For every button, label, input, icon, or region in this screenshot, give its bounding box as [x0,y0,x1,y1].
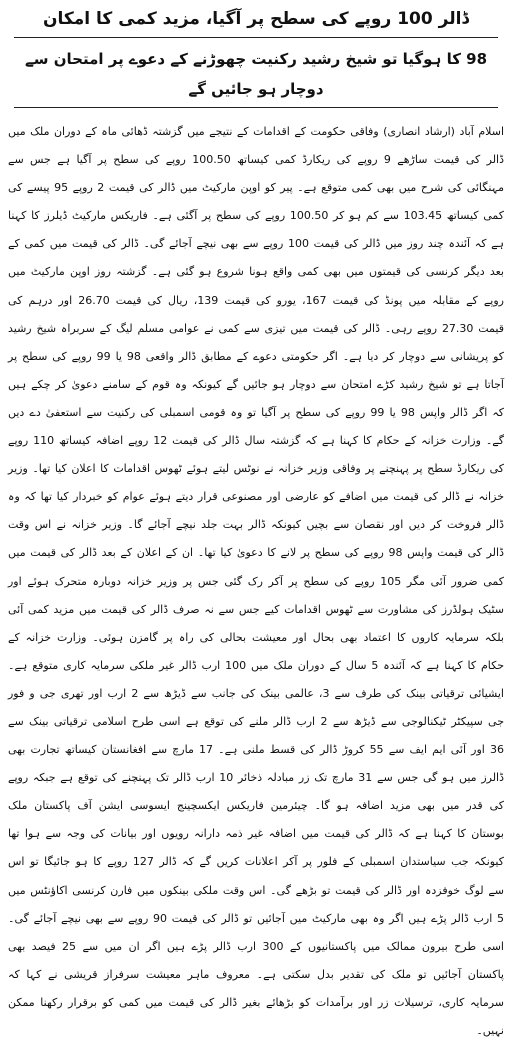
article-body: اسلام آباد (ارشاد انصاری) وفاقی حکومت کے اقدامات کے نتیجے میں گزشتہ ڈھائی ماہ کے دوران ملک میں ڈالر کی قیمت ساڑھے 9 روپے کی ریکارڈ کمی کیساتھ 100.50 روپے کی سطح پر آگیا ہے جس سے مہنگائی کی شرح میں بھی کمی متوقع ہے۔ پیر کو اوپن مارکیٹ میں ڈالر کی قیمت 2 روپے 95 پیسے کی کمی کیساتھ 103.45 سے کم ہو کر 100.50 روپے کی سطح پر آگئی ہے۔ فاریکس مارکیٹ ڈیلرز کا کہنا ہے کہ آئندہ چند روز میں ڈالر کی قیمت 100 روپے سے بھی نیچے آجائے گی۔ ڈالر کی قیمت میں کمی کے بعد دیگر کرنسی کی قیمتوں میں بھی کمی واقع ہونا شروع ہو گئی ہے۔ گزشتہ روز اوپن مارکیٹ میں روپے کے مقابلہ میں پونڈ کی قیمت 167، یورو کی قیمت 139، ریال کی قیمت 26.70 اور درہم کی قیمت 27.30 روپے رہی۔ ڈالر کی قیمت میں تیزی سے کمی نے عوامی مسلم لیگ کے سربراہ شیخ رشید کو پریشانی سے دوچار کر دیا ہے۔ اگر حکومتی دعوے کے مطابق ڈالر واقعی 98 یا 99 روپے کی سطح پر آجاتا ہے تو شیخ رشید کڑے امتحان سے دوچار ہو جائیں گے کیونکہ وہ قوم کے سامنے دعویٰ کر چکے ہیں کہ اگر ڈالر واپس 98 یا 99 روپے کی سطح پر آگیا تو وہ قومی اسمبلی کی رکنیت سے استعفیٰ دے دیں گے۔ وزارت خزانہ کے حکام کا کہنا ہے کہ گزشتہ سال ڈالر کی قیمت 12 روپے اضافہ کیساتھ 110 روپے کی ریکارڈ سطح پر پہنچنے پر وفاقی وزیر خزانہ نے نوٹس لیتے ہوئے ٹھوس اقدامات کا اعلان کیا تھا۔ وزیر خزانہ نے ڈالر کی قیمت میں اضافے کو عارضی اور مصنوعی قرار دیتے ہوئے عوام کو خبردار کیا تھا کہ وہ ڈالر فروخت کر دیں اور نقصان سے بچیں کیونکہ ڈالر بہت جلد نیچے آجائے گا۔ وزیر خزانہ نے اس وقت ڈالر کی قیمت واپس 98 روپے کی سطح پر لانے کا دعویٰ کیا تھا۔ ان کے اعلان کے بعد ڈالر کی قیمت میں کمی ضرور آئی مگر 105 روپے کی سطح پر آکر رک گئی جس پر وزیر خزانہ دوبارہ متحرک ہوئے اور سٹیک ہولڈرز کی مشاورت سے ٹھوس اقدامات کیے جس سے نہ صرف ڈالر کی قیمت میں مزید کمی آئی بلکہ سرمایہ کاروں کا اعتماد بھی بحال اور معیشت بحالی کی راہ پر گامزن ہوئی۔ وزارت خزانہ کے حکام کا کہنا ہے کہ آئندہ 5 سال کے دوران ملک میں 100 ارب ڈالر غیر ملکی سرمایہ کاری متوقع ہے۔ ایشیائی ترقیاتی بینک کی طرف سے 3، عالمی بینک کی جانب سے ڈیڑھ سے 2 ارب اور تھری جی و فور جی سپیکٹر ٹیکنالوجی سے ڈیڑھ سے 2 ارب ڈالر ملنے کی توقع ہے اسی طرح اسلامی ترقیاتی بینک سے 36 اور آئی ایم ایف سے 55 کروڑ ڈالر کی قسط ملنی ہے۔ 17 مارچ سے افغانستان کیساتھ تجارت بھی ڈالرز میں ہو گی جس سے 31 مارچ تک زر مبادلہ ذخائر 10 ارب ڈالر تک پہنچنے کی توقع ہے جبکہ روپے کی قدر میں بھی مزید اضافہ ہو گا۔ چیئرمین فاریکس ایکسچینج ایسوسی ایشن آف پاکستان ملک بوستان کا کہنا ہے کہ ڈالر کی قیمت میں اضافہ غیر ذمہ دارانہ رویوں اور بیانات کی وجہ سے ہوا تھا کیونکہ جب سیاستدان اسمبلی کے فلور پر آکر اعلانات کریں گے کہ ڈالر 127 روپے کا ہو جائیگا تو اس سے لوگ خوفزدہ اور ڈالر کی قیمت تو بڑھے گی۔ اس وقت ملکی بینکوں میں فارن کرنسی اکاؤنٹس میں 5 ارب ڈالر پڑے ہیں اگر وہ بھی مارکیٹ میں آجائیں تو ڈالر کی قیمت 90 روپے سے بھی نیچے آجائے گی۔ اسی طرح بیرون ممالک میں پاکستانیوں کے 300 ارب ڈالر پڑے ہیں اگر ان میں سے 25 فیصد بھی پاکستان آجائیں تو ملک کی تقدیر بدل سکتی ہے۔ معروف ماہر معیشت سرفراز قریشی نے کہا کہ سرمایہ کاری، ترسیلات زر اور برآمدات کو بڑھائے بغیر ڈالر کی قیمت میں کمی کو برقرار رکھنا ممکن نہیں۔ [8,125,505,1037]
headline-divider [14,37,498,38]
subheadline-divider [14,107,498,108]
subheadline: 98 کا ہوگیا تو شیخ رشید رکنیت چھوڑنے کے دعوے پر امتحان سے دوچار ہو جائیں گے [24,50,488,98]
headline: ڈالر 100 روپے کی سطح پر آگیا، مزید کمی کا امکان [42,9,469,29]
